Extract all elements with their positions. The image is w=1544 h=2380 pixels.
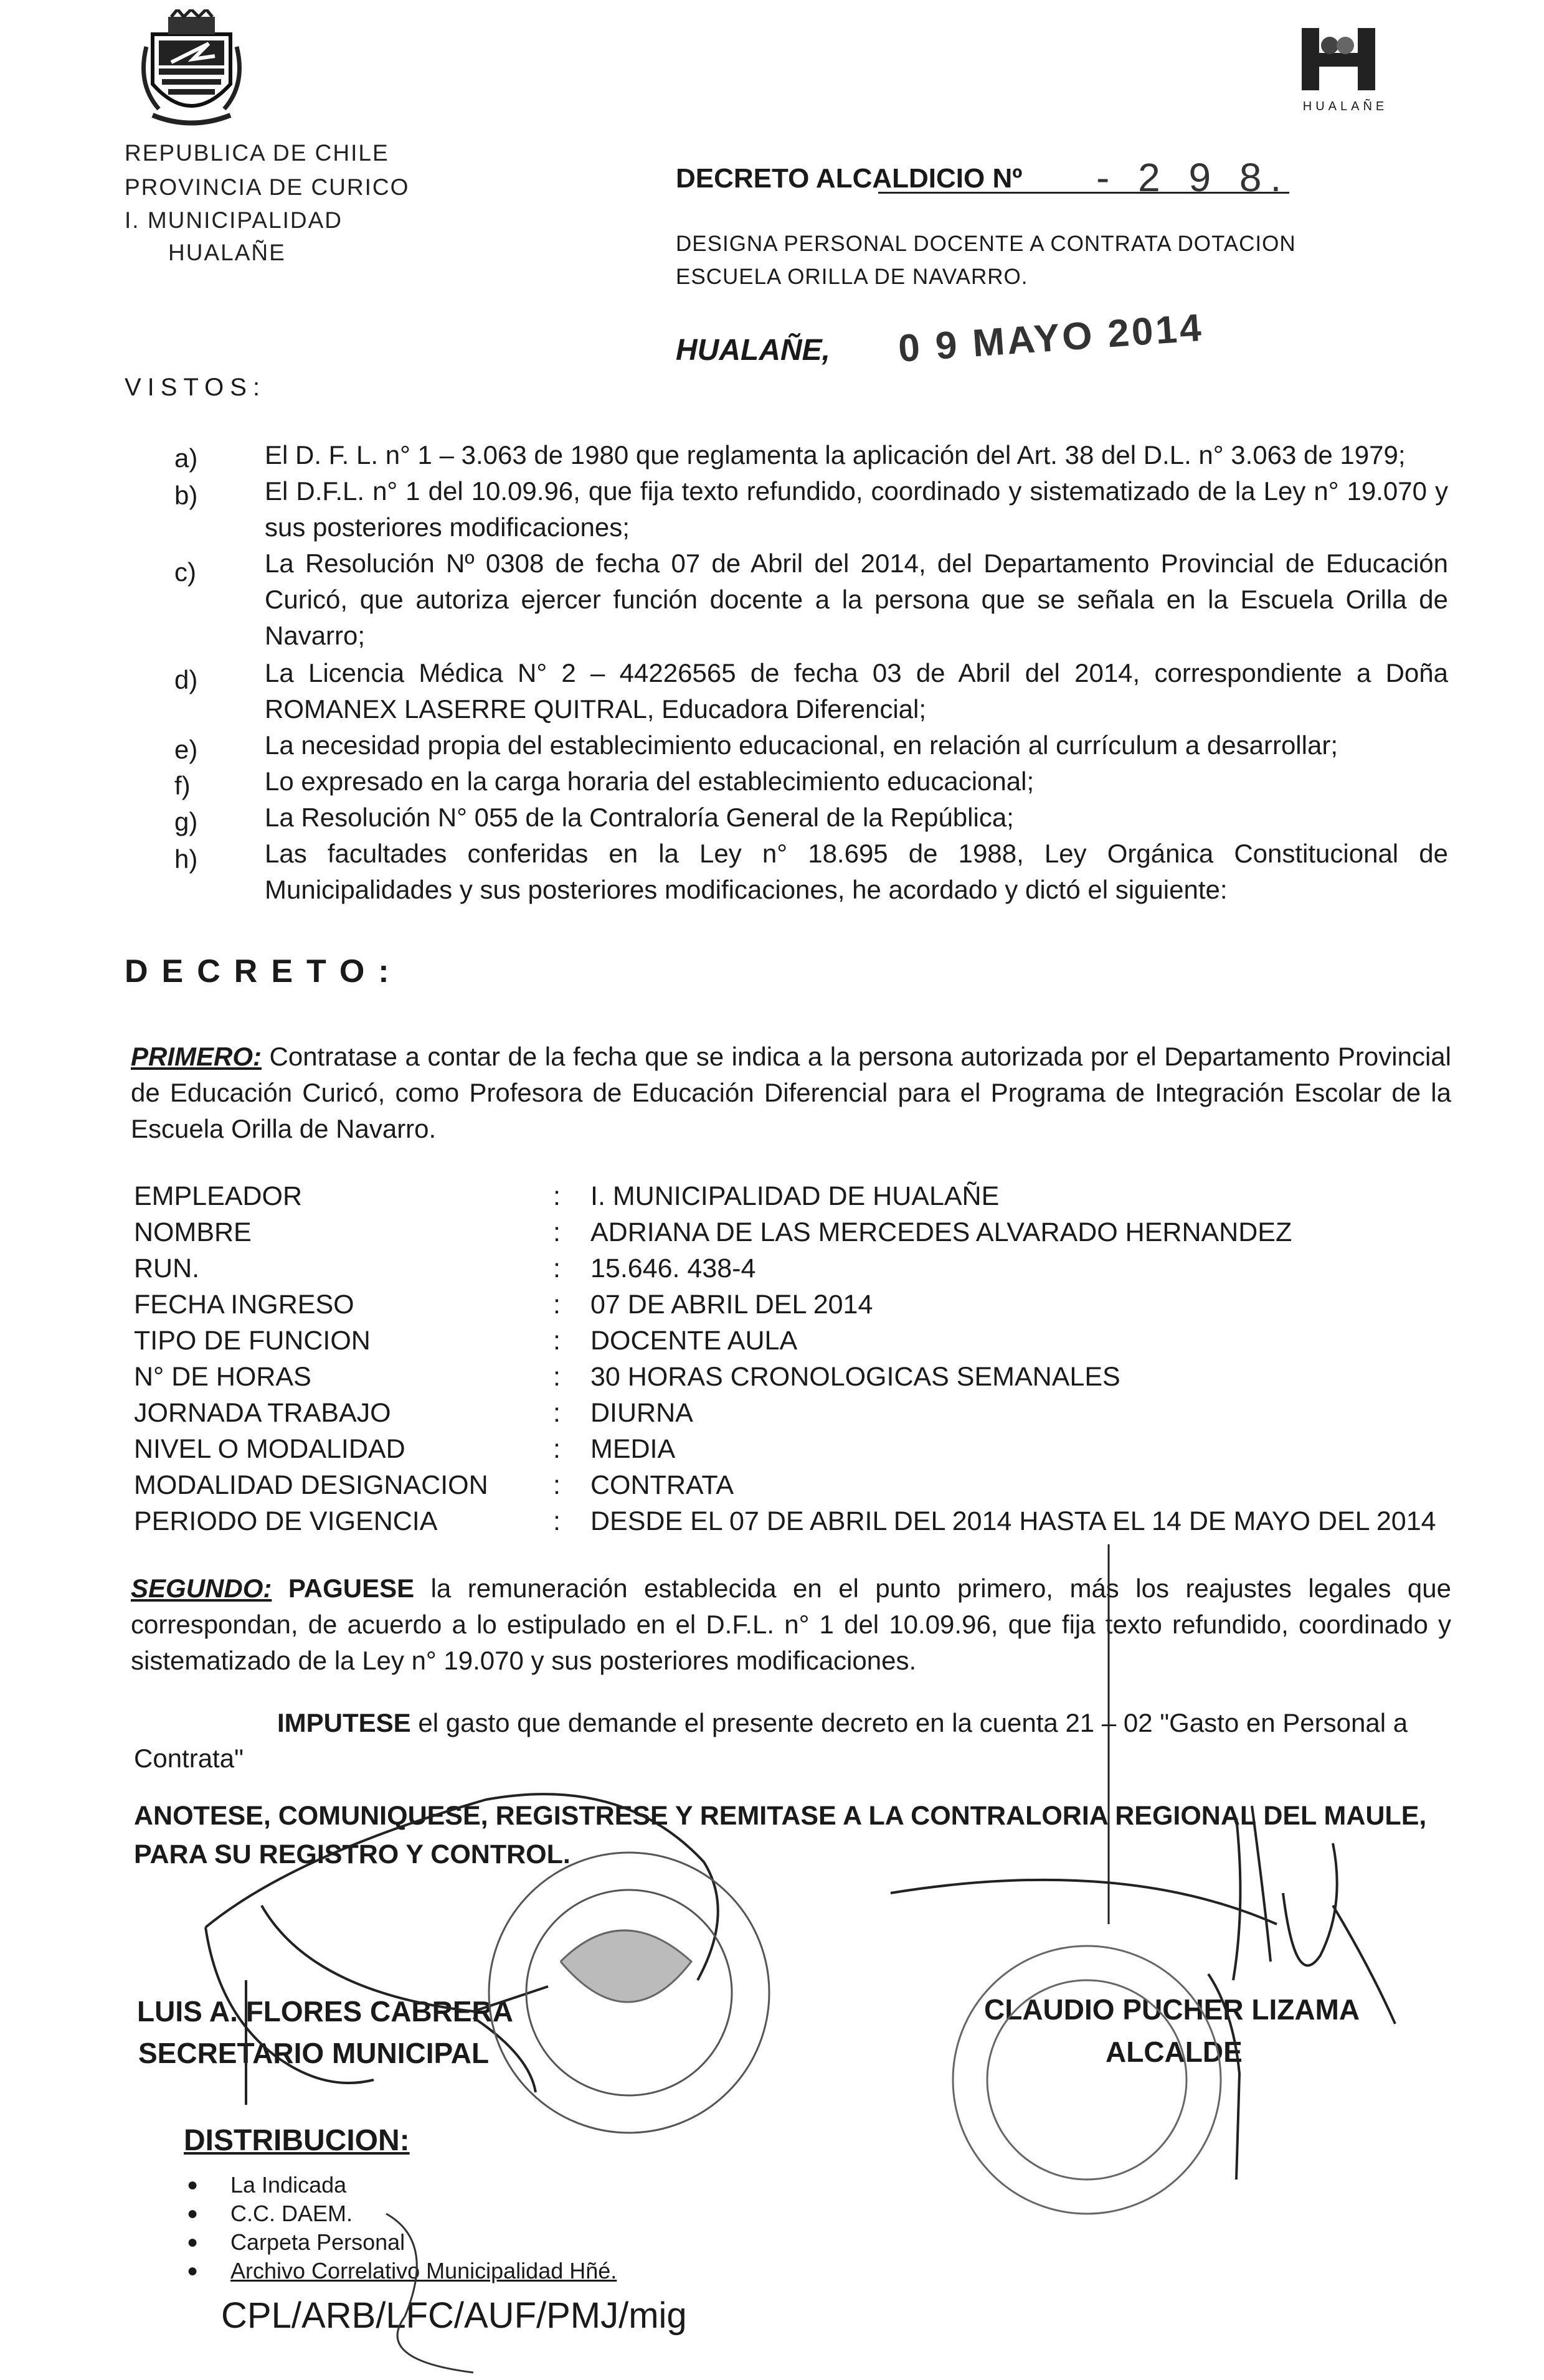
initials-scribble xyxy=(386,2214,473,2373)
table-value: CONTRATA xyxy=(590,1470,734,1500)
mayor-signature-icon xyxy=(891,1806,1395,2179)
table-colon: : xyxy=(553,1290,561,1320)
vistos-text: El D. F. L. n° 1 – 3.063 de 1980 que reglamenta la aplicación del Art. 38 del D.L. n° 3.063 de 1979; xyxy=(265,440,1406,470)
imputese-text: el gasto que demande el presente decreto en la cuenta 21 – 02 "Gasto en Personal a xyxy=(410,1708,1408,1737)
table-value: MEDIA xyxy=(590,1434,676,1464)
org-line-4: HUALAÑE xyxy=(168,240,286,265)
segundo-text: la remuneración establecida en el punto primero, más los reajustes legales que correspondan, de acuerdo a lo estipulado en el D.F.L. n° 1 del 10.09.96, que fija texto refundido, coordinado y sistematizado de la Ley n° 19.070 y sus posteriores modificaciones. xyxy=(131,1574,1451,1675)
vistos-letter: b) xyxy=(174,481,198,510)
subject-line-2: ESCUELA ORILLA DE NAVARRO. xyxy=(676,265,1028,289)
mayor-title: ALCALDE xyxy=(1106,2036,1243,2068)
anotese-paragraph: ANOTESE, COMUNIQUESE, REGISTRESE Y REMITASE A LA CONTRALORIA REGIONAL DEL MAULE, PARA SU REGISTRO Y CONTROL. xyxy=(134,1801,1427,1869)
table-label: N° DE HORAS xyxy=(134,1362,311,1392)
bullet-icon: ● xyxy=(187,2203,199,2224)
table-colon: : xyxy=(553,1181,561,1211)
imputese-continuation: Contrata" xyxy=(134,1744,244,1773)
distribucion-item: Carpeta Personal xyxy=(230,2229,405,2255)
table-value: I. MUNICIPALIDAD DE HUALAÑE xyxy=(590,1181,1000,1211)
secretary-title: SECRETARIO MUNICIPAL xyxy=(138,2037,490,2069)
primero-label: PRIMERO: xyxy=(131,1042,262,1071)
decree-title: DECRETO ALCALDICIO Nº xyxy=(676,163,1023,194)
table-label: EMPLEADOR xyxy=(134,1181,303,1211)
vistos-text: Lo expresado en la carga horaria del establecimiento educacional; xyxy=(265,767,1035,796)
decreto-heading: DECRETO: xyxy=(125,953,403,989)
table-value: ADRIANA DE LAS MERCEDES ALVARADO HERNANDEZ xyxy=(590,1217,1292,1247)
primero-text: Contratase a contar de la fecha que se indica a la persona autorizada por el Departamento Provincial de Educación Curicó, como Profesora de Educación Diferencial para el Programa de Integración Escolar de la Escuela Orilla de Navarro. xyxy=(131,1042,1451,1143)
vistos-text: La Resolución N° 055 de la Contraloría General de la República; xyxy=(265,803,1014,832)
table-label: MODALIDAD DESIGNACION xyxy=(134,1470,488,1500)
table-label: TIPO DE FUNCION xyxy=(134,1326,371,1356)
vistos-letter: e) xyxy=(174,735,198,764)
table-label: NIVEL O MODALIDAD xyxy=(134,1434,405,1464)
imputese-bold: IMPUTESE xyxy=(277,1708,411,1737)
table-colon: : xyxy=(553,1506,561,1536)
org-line-1: REPUBLICA DE CHILE xyxy=(125,140,389,166)
table-colon: : xyxy=(553,1362,561,1392)
logo-text: HUALAÑE xyxy=(1302,100,1388,113)
table-value: DESDE EL 07 DE ABRIL DEL 2014 HASTA EL 14 DE MAYO DEL 2014 xyxy=(590,1506,1436,1536)
vistos-letter: c) xyxy=(174,557,196,587)
table-value: 07 DE ABRIL DEL 2014 xyxy=(590,1290,873,1320)
bullet-icon: ● xyxy=(187,2175,199,2195)
bullet-icon: ● xyxy=(187,2232,199,2252)
org-line-3: I. MUNICIPALIDAD xyxy=(125,207,343,233)
date-stamp: 0 9 MAYO 2014 xyxy=(897,306,1205,371)
vistos-letter: h) xyxy=(174,844,198,874)
vistos-letter: f) xyxy=(174,771,191,800)
vistos-text: El D.F.L. n° 1 del 10.09.96, que fija texto refundido, coordinado y sistematizado de la Ley n° 19.070 y sus posteriores modificaciones; xyxy=(265,476,1448,542)
secretary-name: LUIS A. FLORES CABRERA xyxy=(137,1995,513,2028)
table-value: 30 HORAS CRONOLOGICAS SEMANALES xyxy=(590,1362,1120,1392)
subject-line-1: DESIGNA PERSONAL DOCENTE A CONTRATA DOTACION xyxy=(676,232,1296,256)
vistos-letter: g) xyxy=(174,807,198,836)
distribucion-item: La Indicada xyxy=(230,2172,347,2198)
table-value: DOCENTE AULA xyxy=(590,1326,798,1356)
place-label: HUALAÑE, xyxy=(676,334,830,367)
initials: CPL/ARB/LFC/AUF/PMJ/mig xyxy=(221,2295,687,2336)
distribucion-item: C.C. DAEM. xyxy=(230,2201,353,2226)
segundo-label: SEGUNDO: xyxy=(131,1574,272,1603)
vistos-text: La Licencia Médica N° 2 – 44226565 de fecha 03 de Abril del 2014, correspondiente a Doña ROMANEX LASERRE QUITRAL, Educadora Diferencial; xyxy=(265,658,1448,724)
vistos-letter: a) xyxy=(174,443,198,473)
table-label: PERIODO DE VIGENCIA xyxy=(134,1506,438,1536)
vistos-heading: VISTOS: xyxy=(125,374,267,401)
mayor-stamp-icon xyxy=(953,1946,1221,2214)
vistos-text: Las facultades conferidas en la Ley n° 18.695 de 1988, Ley Orgánica Constitucional de Municipalidades y sus posteriores modificaciones, he acordado y dictó el siguiente: xyxy=(265,839,1448,904)
table-value: 15.646. 438-4 xyxy=(590,1254,756,1283)
table-label: FECHA INGRESO xyxy=(134,1290,354,1320)
table-colon: : xyxy=(553,1254,561,1283)
segundo-bold: PAGUESE xyxy=(272,1574,415,1603)
table-colon: : xyxy=(553,1398,561,1428)
vistos-letter: d) xyxy=(174,665,198,694)
distribucion-item: Archivo Correlativo Municipalidad Hñé. xyxy=(230,2258,617,2283)
table-label: NOMBRE xyxy=(134,1217,252,1247)
org-line-2: PROVINCIA DE CURICO xyxy=(125,174,410,200)
vistos-text: La necesidad propia del establecimiento educacional, en relación al currículum a desarrollar; xyxy=(265,730,1338,760)
mayor-name: CLAUDIO PUCHER LIZAMA xyxy=(984,1993,1360,2026)
table-value: DIURNA xyxy=(590,1398,693,1428)
table-colon: : xyxy=(553,1326,561,1356)
table-colon: : xyxy=(553,1434,561,1464)
table-colon: : xyxy=(553,1470,561,1500)
table-label: JORNADA TRABAJO xyxy=(134,1398,391,1428)
decree-number: - 2 9 8. xyxy=(1096,155,1291,200)
distribucion-heading: DISTRIBUCION: xyxy=(184,2124,410,2157)
vistos-text: La Resolución Nº 0308 de fecha 07 de Abril del 2014, del Departamento Provincial de Educación Curicó, que autoriza ejercer función docente a la persona que se señala en la Escuela Orilla de Navarro; xyxy=(265,549,1448,650)
bullet-icon: ● xyxy=(187,2260,199,2281)
table-colon: : xyxy=(553,1217,561,1247)
table-label: RUN. xyxy=(134,1254,200,1283)
